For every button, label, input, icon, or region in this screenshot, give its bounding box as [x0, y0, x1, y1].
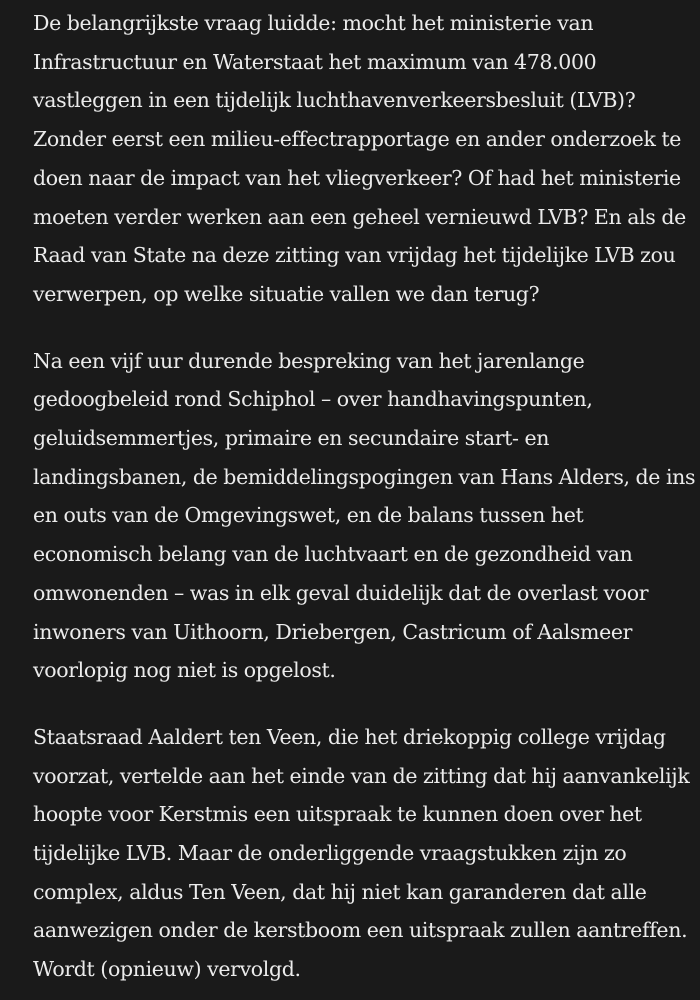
text-line: Na een vijf uur durende bespreking van het jarenlange [33, 348, 585, 373]
text-line: Raad van State na deze zitting van vrijdag het tijdelijke LVB zou [33, 243, 676, 268]
text-line: aanwezigen onder de kerstboom een uitspraak zullen aantreffen. [33, 918, 688, 943]
text-line: omwonenden – was in elk geval duidelijk dat de overlast voor [33, 580, 649, 605]
text-line: Wordt (opnieuw) vervolgd. [33, 957, 301, 982]
text-line: Infrastructuur en Waterstaat het maximum van 478.000 [33, 49, 597, 74]
paragraph-2 [33, 342, 700, 690]
paragraph-3 [33, 718, 700, 989]
text-line: Staatsraad Aaldert ten Veen, die het driekoppig college vrijdag [33, 724, 666, 749]
text-line: geluidsemmertjes, primaire en secundaire start- en [33, 426, 550, 451]
text-line: De belangrijkste vraag luidde: mocht het ministerie van [33, 11, 594, 35]
text-line: economisch belang van de luchtvaart en de gezondheid van [33, 542, 633, 567]
text-line: gedoogbeleid rond Schiphol – over handhavingspunten, [33, 387, 593, 412]
text-line: moeten verder werken aan een geheel vernieuwd LVB? En als de [33, 204, 686, 229]
text-line: vastleggen in een tijdelijk luchthavenverkeersbesluit (LVB)? [33, 88, 636, 113]
text-line: hoopte voor Kerstmis een uitspraak te kunnen doen over het [33, 802, 642, 827]
text-line: doen naar de impact van het vliegverkeer? Of had het ministerie [33, 165, 681, 190]
text-line: en outs van de Omgevingswet, en de balans tussen het [33, 503, 584, 528]
text-line: voorlopig nog niet is opgelost. [33, 658, 336, 683]
text-line: complex, aldus Ten Veen, dat hij niet kan garanderen dat alle [33, 879, 647, 904]
text-line: verwerpen, op welke situatie vallen we dan terug? [33, 281, 540, 306]
text-line: landingsbanen, de bemiddelingspogingen van Hans Alders, de ins [33, 464, 696, 489]
text-line: Zonder eerst een milieu-effectrapportage en ander onderzoek te [33, 127, 682, 152]
paragraph-1 [33, 4, 700, 314]
text-line: inwoners van Uithoorn, Driebergen, Castricum of Aalsmeer [33, 619, 633, 644]
text-line: tijdelijke LVB. Maar de onderliggende vraagstukken zijn zo [33, 841, 627, 866]
text-line: voorzat, vertelde aan het einde van de zitting dat hij aanvankelijk [33, 763, 690, 788]
